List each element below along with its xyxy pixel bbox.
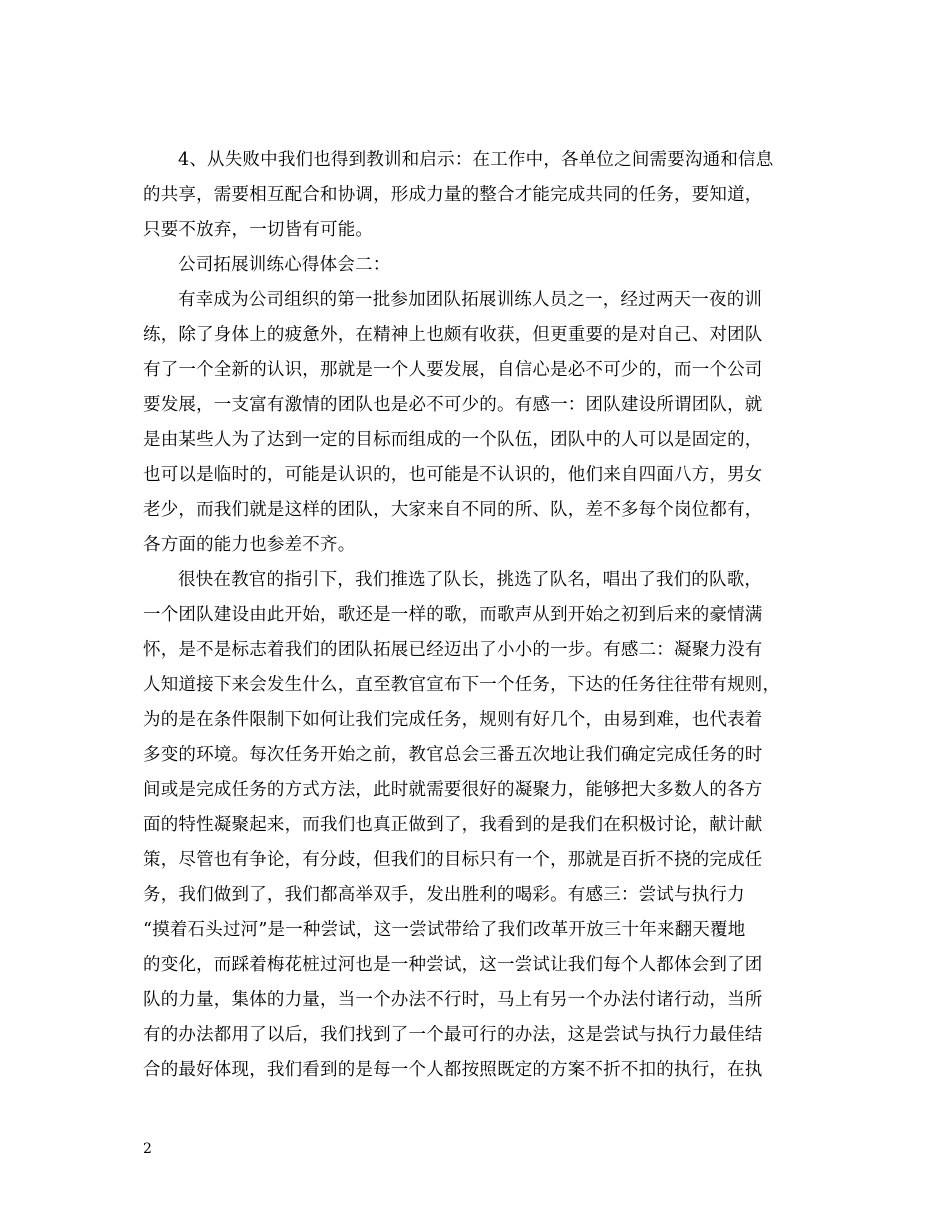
text-line: 老少，而我们就是这样的团队，大家来自不同的所、队，差不多每个岗位都有， — [143, 500, 763, 520]
text-line: 是由某些人为了达到一定的目标而组成的一个队伍，团队中的人可以是固定的， — [143, 430, 763, 450]
text-line: 队的力量，集体的力量，当一个办法不行时，马上有另一个办法付诸行动，当所 — [143, 990, 763, 1010]
text-line: 也可以是临时的，可能是认识的，也可能是不认识的，他们来自四面八方，男女 — [143, 465, 763, 485]
text-line: 4、从失败中我们也得到教训和启示：在工作中，各单位之间需要沟通和信息 — [178, 150, 774, 170]
text-line: 各方面的能力也参差不齐。 — [143, 535, 356, 555]
text-line: 怀，是不是标志着我们的团队拓展已经迈出了小小的一步。有感二：凝聚力没有 — [143, 640, 763, 660]
text-line: 练，除了身体上的疲惫外，在精神上也颇有收获，但更重要的是对自己、对团队 — [143, 325, 763, 345]
section-heading: 公司拓展训练心得体会二： — [178, 255, 391, 275]
text-line: 一个团队建设由此开始，歌还是一样的歌，而歌声从到开始之初到后来的豪情满 — [143, 605, 763, 625]
text-line: 为的是在条件限制下如何让我们完成任务，规则有好几个，由易到难，也代表着 — [143, 710, 763, 730]
text-line: 合的最好体现，我们看到的是每一个人都按照既定的方案不折不扣的执行，在执 — [143, 1060, 763, 1080]
page-number: 2 — [143, 1141, 152, 1157]
text-line: 间或是完成任务的方式方法，此时就需要很好的凝聚力，能够把大多数人的各方 — [143, 780, 763, 800]
text-line: 务，我们做到了，我们都高举双手，发出胜利的喝彩。有感三：尝试与执行力 — [143, 885, 745, 905]
text-line: 的共享，需要相互配合和协调，形成力量的整合才能完成共同的任务，要知道， — [143, 185, 763, 205]
text-line: 策，尽管也有争论，有分歧，但我们的目标只有一个，那就是百折不挠的完成任 — [143, 850, 763, 870]
text-line: 有的办法都用了以后，我们找到了一个最可行的办法，这是尝试与执行力最佳结 — [143, 1025, 763, 1045]
text-line: “摸着石头过河”是一种尝试，这一尝试带给了我们改革开放三十年来翻天覆地 — [143, 920, 746, 940]
text-line: 很快在教官的指引下，我们推选了队长，挑选了队名，唱出了我们的队歌， — [178, 570, 763, 590]
text-line: 人知道接下来会发生什么，直至教官宣布下一个任务，下达的任务往往带有规则， — [143, 675, 781, 695]
text-line: 有了一个全新的认识，那就是一个人要发展，自信心是必不可少的，而一个公司 — [143, 360, 763, 380]
text-line: 有幸成为公司组织的第一批参加团队拓展训练人员之一，经过两天一夜的训 — [178, 290, 763, 310]
text-line: 要发展，一支富有激情的团队也是必不可少的。有感一：团队建设所谓团队，就 — [143, 395, 763, 415]
text-line: 面的特性凝聚起来，而我们也真正做到了，我看到的是我们在积极讨论，献计献 — [143, 815, 763, 835]
text-line: 只要不放弃，一切皆有可能。 — [143, 220, 374, 240]
text-line: 的变化，而踩着梅花桩过河也是一种尝试，这一尝试让我们每个人都体会到了团 — [143, 955, 763, 975]
text-line: 多变的环境。每次任务开始之前，教官总会三番五次地让我们确定完成任务的时 — [143, 745, 763, 765]
